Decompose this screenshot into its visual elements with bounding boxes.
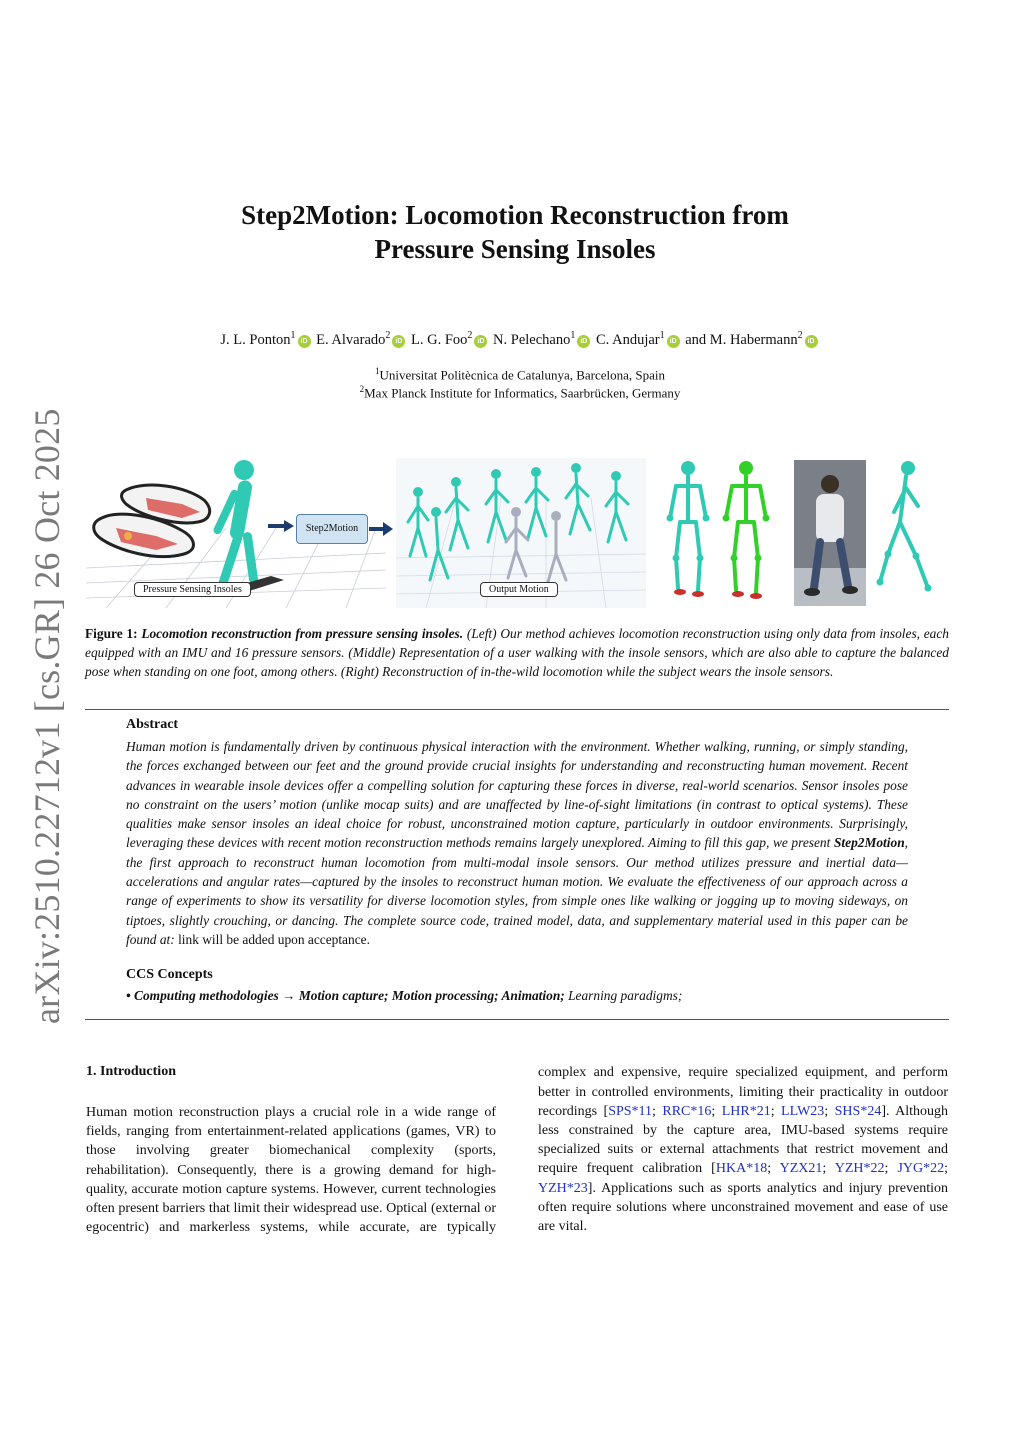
title-line-1: Step2Motion: Locomotion Reconstruction from [241, 200, 789, 230]
ccs-concepts: • Computing methodologies → Motion capture; Motion processing; Animation; Learning paradigms; [126, 988, 683, 1003]
author-5[interactable]: C. Andujar$^1$iD [596, 332, 682, 348]
citation-link[interactable]: LLW23 [781, 1103, 825, 1119]
ccs-heading: CCS Concepts [126, 967, 213, 982]
figure-label: Figure 1: [85, 626, 138, 641]
output-label: Output Motion [480, 582, 558, 597]
output-motion-panel [396, 458, 646, 608]
insoles-label: Pressure Sensing Insoles [134, 582, 251, 597]
arrow-right-icon: → [282, 988, 296, 1003]
affiliation-2: $^2$Max Planck Institute for Informatics, Saarbrücken, Germany [359, 384, 681, 401]
author-6[interactable]: and M. Habermann$^2$iD [685, 332, 819, 348]
abstract-heading: Abstract [126, 717, 179, 732]
citation-link[interactable]: YZH*23 [538, 1180, 588, 1196]
intro-column-left: Human motion reconstruction plays a crucial role in a wide range of fields, ranging from entertainment-related applications (games, VR) to those involving greater biomechanical complexity (sports, rehabilitation). Consequently, there is a growing demand for high-quality, accurate motion capture systems. However, current technologies often present barriers that limit their widespread use. Optical (external or egocentric) and markerless systems, while accurate, are typically [86, 1105, 496, 1236]
green-skeleton [726, 476, 766, 592]
citation-link[interactable]: SPS*11 [608, 1103, 653, 1119]
author-3[interactable]: L. G. Foo$^2$iD [411, 332, 489, 348]
subject-photo [794, 460, 866, 606]
affiliation-1: $^1$Universitat Politècnica de Catalunya, Barcelona, Spain [374, 366, 666, 383]
orcid-icon[interactable]: iD [392, 335, 405, 348]
divider-top [85, 709, 949, 710]
citation-link[interactable]: YZH*22 [834, 1161, 885, 1177]
in-the-wild-panel [654, 458, 948, 608]
arxiv-stamp: arXiv:2510.22712v1 [cs.GR] 26 Oct 2025 [27, 408, 67, 1024]
author-1[interactable]: J. L. Ponton$^1$iD [220, 332, 312, 348]
in-the-wild-illustration [654, 458, 948, 608]
teal-skeleton-front [670, 476, 706, 590]
divider-bottom [85, 1019, 949, 1020]
author-4[interactable]: N. Pelechano$^1$iD [493, 332, 592, 348]
orcid-icon[interactable]: iD [298, 335, 311, 348]
section-heading: 1. Introduction [86, 1064, 176, 1079]
orcid-icon[interactable]: iD [577, 335, 590, 348]
paper-title [150, 198, 880, 266]
supplementary-link[interactable]: link will be added upon acceptance. [178, 931, 370, 947]
method-name: Step2Motion [833, 835, 905, 851]
citation-link[interactable]: HKA*18 [715, 1161, 768, 1177]
citation-link[interactable]: SHS*24 [834, 1103, 882, 1119]
citation-link[interactable]: RRC*16 [662, 1103, 712, 1119]
method-box: Step2Motion [296, 514, 368, 544]
orcid-icon[interactable]: iD [805, 335, 818, 348]
orcid-icon[interactable]: iD [474, 335, 487, 348]
figure-caption [85, 624, 949, 681]
arrow-icon [369, 520, 393, 538]
intro-column-right: complex and expensive, require specialized equipment, and perform better in controlled environments, limiting their practicality in outdoor recordings [SPS*11; RRC*16; LHR*21; LLW23; SHS*24]. Although less constrained by the capture area, IMU-based systems require specialized suits or external attachments that restrict movement and require frequent calibration [HKA*18; YZX21; YZH*22; JYG*22; YZH*23]. Applications such as sports analytics and injury prevention often require solutions where unconstrained movement and ease of use are vital. [538, 1065, 948, 1235]
teaser-avatar [212, 460, 258, 588]
figure-caption-text: (Left) Our method achieves locomotion reconstruction using only data from insoles, each equipped with an IMU and 16 pressure sensors. (Middle) Representation of a user walking with the insole sensors, which are also able to capture the balanced pose when standing on one foot, among others. (Right) Reconstruction of in-the-wild locomotion while the subject wears the insole sensors. [85, 626, 949, 679]
title-line-2: Pressure Sensing Insoles [374, 234, 656, 264]
author-list [120, 326, 920, 350]
citation-link[interactable]: JYG*22 [897, 1161, 945, 1177]
teaser-figure [86, 458, 948, 608]
author-2[interactable]: E. Alvarado$^2$iD [316, 332, 407, 348]
abstract-text: Human motion is fundamentally driven by continuous physical interaction with the environment. Whether walking, running, or simply standing, the forces exchanged between our feet and the ground provide crucial insights for understanding and reconstructing human movement. Recent advances in wearable insole devices offer a compelling solution for capturing these forces in diverse, real-world scenarios. Sensor insoles pose no constraint on the users’ motion (unlike mocap suits) and are unaffected by line-of-sight limitations (in contrast to optical systems). These qualities make sensor insoles an ideal choice for robust, unconstrained motion capture, particularly in outdoor environments. Surprisingly, leveraging these devices with recent motion reconstruction methods remains largely unexplored. Aiming to fill this gap, we present Step2Motion, the first approach to reconstruct human locomotion from multi-modal insole sensors. Our method utilizes pressure and inertial data—accelerations and angular rates—captured by the insoles to reconstruct human motion. We evaluate the effectiveness of our approach across a range of experiments to show its versatility for diverse locomotion styles, from simple ones like walking or jogging up to moving sideways, on tiptoes, slightly crouching, or dancing. The complete source code, trained model, data, and supplementary material used in this paper can be found at: link will be added upon acceptance. [126, 739, 908, 947]
teal-skeleton-side [880, 476, 928, 588]
citation-link[interactable]: LHR*21 [721, 1103, 771, 1119]
citation-link[interactable]: YZX21 [779, 1161, 823, 1177]
orcid-icon[interactable]: iD [667, 335, 680, 348]
figure-title: Locomotion reconstruction from pressure sensing insoles. [141, 626, 464, 641]
